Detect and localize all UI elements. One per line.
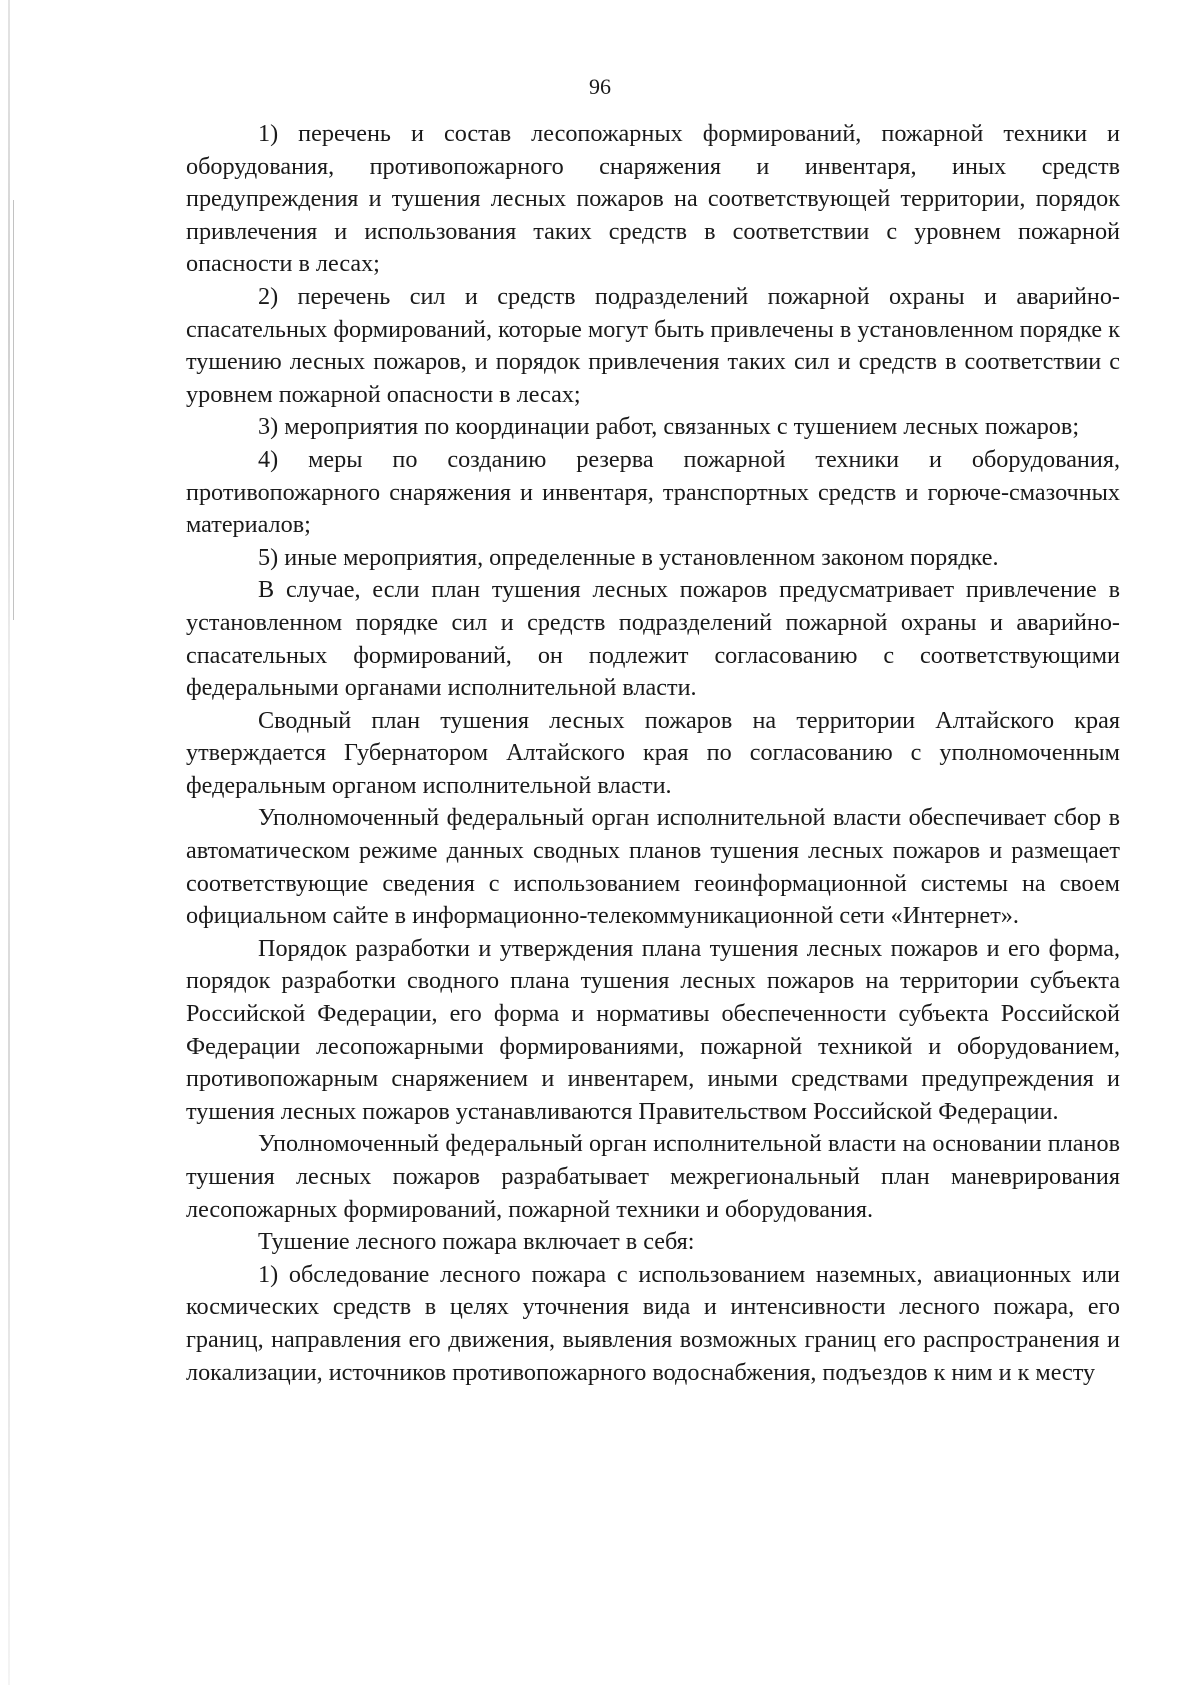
document-body: [186, 118, 1120, 1389]
paragraph-extinguishing-intro: Тушение лесного пожара включает в себя:: [258, 1228, 695, 1256]
paragraph-procedure: Порядок разработки и утверждения плана тушения лесных пожаров и его форма, порядок разработки сводного плана тушения лесных пожаров на территории субъекта Российской Федерации, его форма и нормативы обеспеченности субъекта Российской Федерации лесопожарными формированиями, пожарной техникой и оборудованием, противопожарным снаряжением и инвентарем, иными средствами предупреждения и тушения лесных пожаров устанавливаются Правительством Российской Федерации.: [186, 934, 1120, 1125]
paragraph-consolidated-plan: Сводный план тушения лесных пожаров на территории Алтайского края утверждается Губернатором Алтайского края по согласованию с уполномоченным федеральным органом исполнительной власти.: [186, 706, 1120, 799]
paragraph-maneuver-plan: Уполномоченный федеральный орган исполнительной власти на основании планов тушения лесных пожаров разрабатывает межрегиональный план маневрирования лесопожарных формирований, пожарной техники и оборудования.: [186, 1130, 1120, 1223]
paragraph-item-4: 4) меры по созданию резерва пожарной техники и оборудования, противопожарного снаряжения и инвентаря, транспортных средств и горюче-смазочных материалов;: [186, 445, 1120, 539]
paragraph-item-2: 2) перечень сил и средств подразделений пожарной охраны и аварийно-спасательных формирований, которые могут быть привлечены в установленном порядке к тушению лесных пожаров, и порядок привлечения таких сил и средств в соответствии с уровнем пожарной опасности в лесах;: [186, 282, 1120, 408]
scan-edge-line: [13, 200, 14, 620]
paragraph-federal-coordination: В случае, если план тушения лесных пожаров предусматривает привлечение в установленном порядке сил и средств подразделений пожарной охраны и аварийно-спасательных формирований, он подлежит согласованию с соответствующими федеральными органами исполнительной власти.: [186, 576, 1120, 702]
paragraph-item-1: 1) перечень и состав лесопожарных формирований, пожарной техники и оборудования, противопожарного снаряжения и инвентаря, иных средств предупреждения и тушения лесных пожаров на соответствующей территории, порядок привлечения и использования таких средств в соответствии с уровнем пожарной опасности в лесах;: [186, 120, 1120, 278]
paragraph-extinguishing-item-1: 1) обследование лесного пожара с использованием наземных, авиационных или космических средств в целях уточнения вида и интенсивности лесного пожара, его границ, направления его движения, выявления возможных границ его распространения и локализации, источников противопожарного водоснабжения, подъездов к ним и к месту: [186, 1260, 1120, 1386]
paragraph-item-5: 5) иные мероприятия, определенные в установленном законом порядке.: [258, 543, 999, 571]
paragraph-item-3: 3) мероприятия по координации работ, связанных с тушением лесных пожаров;: [258, 413, 1080, 441]
scan-edge-shadow: [8, 0, 10, 1685]
page-number: 96: [589, 74, 611, 99]
paragraph-data-collection: Уполномоченный федеральный орган исполнительной власти обеспечивает сбор в автоматическом режиме данных сводных планов тушения лесных пожаров и размещает соответствующие сведения с использованием геоинформационной системы на своем официальном сайте в информационно-телекоммуникационной сети «Интернет».: [186, 804, 1120, 930]
